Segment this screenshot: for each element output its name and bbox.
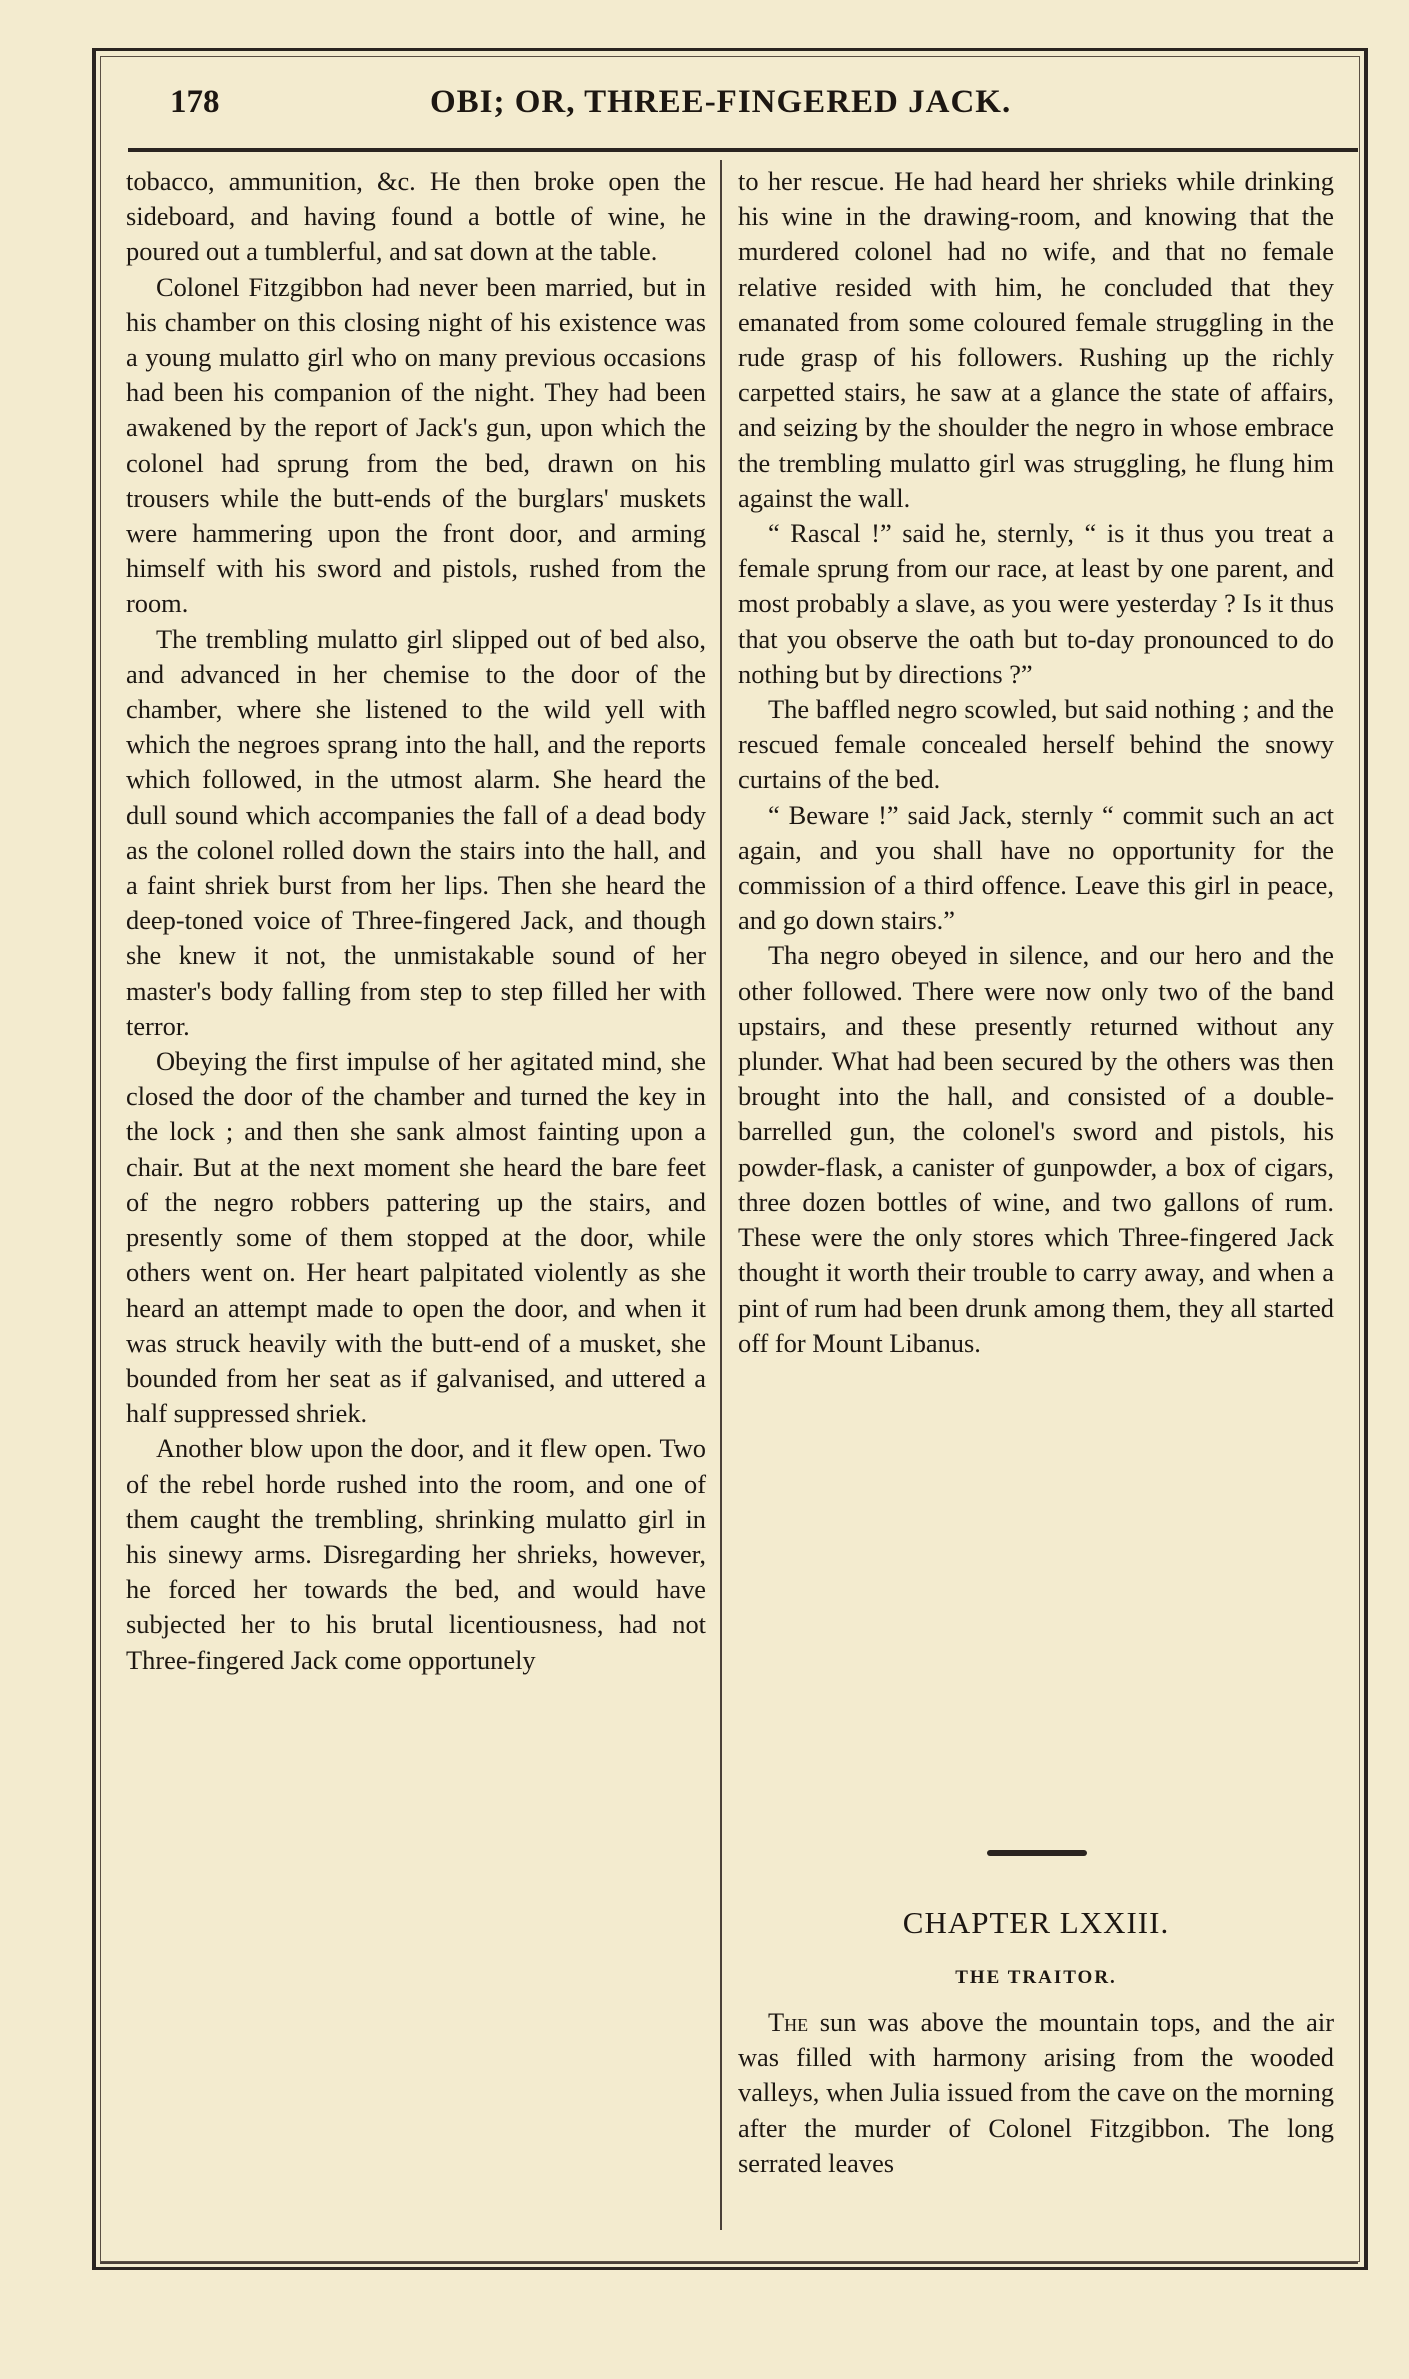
paragraph: Another blow upon the door, and it flew open. Two of the rebel horde rushed into the room, and one of them caught the trembling, shrinking mulatto girl in his sinewy arms. Disregarding her shrieks, however, he forced her towards the bed, and would have subjected her to his brutal licentiousness, had not Three-fingered Jack come opportunely (126, 1433, 706, 1675)
paragraph: “ Beware !” said Jack, sternly “ commit such an act again, and you shall have no opportunity for the commission of a third offence. Leave this girl in peace, and go down stairs.” (738, 799, 1334, 936)
paragraph: to her rescue. He had heard her shrieks while drinking his wine in the drawing-room, and knowing that the murdered colonel had no wife, and that no female relative resided with him, he concluded that they emanated from some coloured female struggling in the rude grasp of his followers. Rushing up the richly carpetted stairs, he saw at a glance the state of affairs, and seizing by the shoulder the negro in whose embrace the trembling mulatto girl was struggling, he flung him against the wall. (738, 166, 1334, 513)
paragraph: The trembling mulatto girl slipped out of bed also, and advanced in her chemise to the door of the chamber, where she listened to the wild yell with which the negroes sprang into the hall, and the reports which followed, in the utmost alarm. She heard the dull sound which accompanies the fall of a dead body as the colonel rolled down the stairs into the hall, and a faint shriek burst from her lips. Then she heard the deep-toned voice of Three-fingered Jack, and though she knew it not, the unmistakable sound of her master's body falling from step to step filled her with terror. (126, 623, 706, 1041)
paragraph (738, 2005, 1334, 2181)
footer-rule (100, 2262, 1358, 2264)
paragraph: Obeying the first impulse of her agitated mind, she closed the door of the chamber and turned the key in the lock ; and then she sank almost fainting upon a chair. But at the next moment she heard the bare feet of the negro robbers pattering up the stairs, and presently some of them stopped at the door, while others went on. Her heart palpitated violently as she heard an attempt made to open the door, and when it was struck heavily with the butt-end of a musket, she bounded from her seat as if galvanised, and uttered a half suppressed shriek. (126, 1046, 706, 1429)
left-column (126, 164, 706, 1678)
chapter-first-word: The (768, 2007, 809, 2037)
chapter-subtitle: THE TRAITOR. (955, 1967, 1117, 1988)
running-title: OBI; OR, THREE-FINGERED JACK. (430, 84, 1012, 120)
paragraph: “ Rascal !” said he, sternly, “ is it thus you treat a female sprung from our race, at least by one parent, and most probably a slave, as you were yesterday ? Is it thus that you observe the oath but to-day pronounced to do nothing but by directions ?” (738, 518, 1334, 689)
chapter-body (738, 2005, 1334, 2181)
chapter-title: CHAPTER LXXIII. (902, 1905, 1170, 1940)
running-header (170, 84, 1330, 134)
paragraph: tobacco, ammunition, &c. He then broke open the sideboard, and having found a bottle of wine, he poured out a tumblerful, and sat down at the table. (126, 166, 706, 267)
page-number: 178 (170, 84, 220, 120)
section-ornament-rule (987, 1850, 1087, 1856)
paragraph: The baffled negro scowled, but said nothing ; and the rescued female concealed herself behind the snowy curtains of the bed. (738, 694, 1334, 795)
paragraph: Colonel Fitzgibbon had never been married, but in his chamber on this closing night of his existence was a young mulatto girl who on many previous occasions had been his companion of the night. They had been awakened by the report of Jack's gun, upon which the colonel had sprung from the bed, drawn on his trousers while the butt-ends of the burglars' muskets were hammering upon the front door, and arming himself with his sword and pistols, rushed from the room. (126, 271, 706, 619)
right-column (738, 164, 1334, 1361)
chapter-body-text: sun was above the mountain tops, and the air was filled with harmony arising from the wooded valleys, when Julia issued from the cave on the morning after the murder of Colonel Fitzgibbon. The long serrated leaves (738, 2007, 1334, 2178)
column-divider (720, 160, 722, 2230)
header-rule (128, 148, 1358, 152)
paragraph: Tha negro obeyed in silence, and our hero and the other followed. There were now only two of the band upstairs, and these presently returned without any plunder. What had been secured by the others was then brought into the hall, and consisted of a double-barrelled gun, the colonel's sword and pistols, his powder-flask, a canister of gunpowder, a box of cigars, three dozen bottles of wine, and two gallons of rum. These were the only stores which Three-fingered Jack thought it worth their trouble to carry away, and when a pint of rum had been drunk among them, they all started off for Mount Libanus. (738, 940, 1334, 1358)
